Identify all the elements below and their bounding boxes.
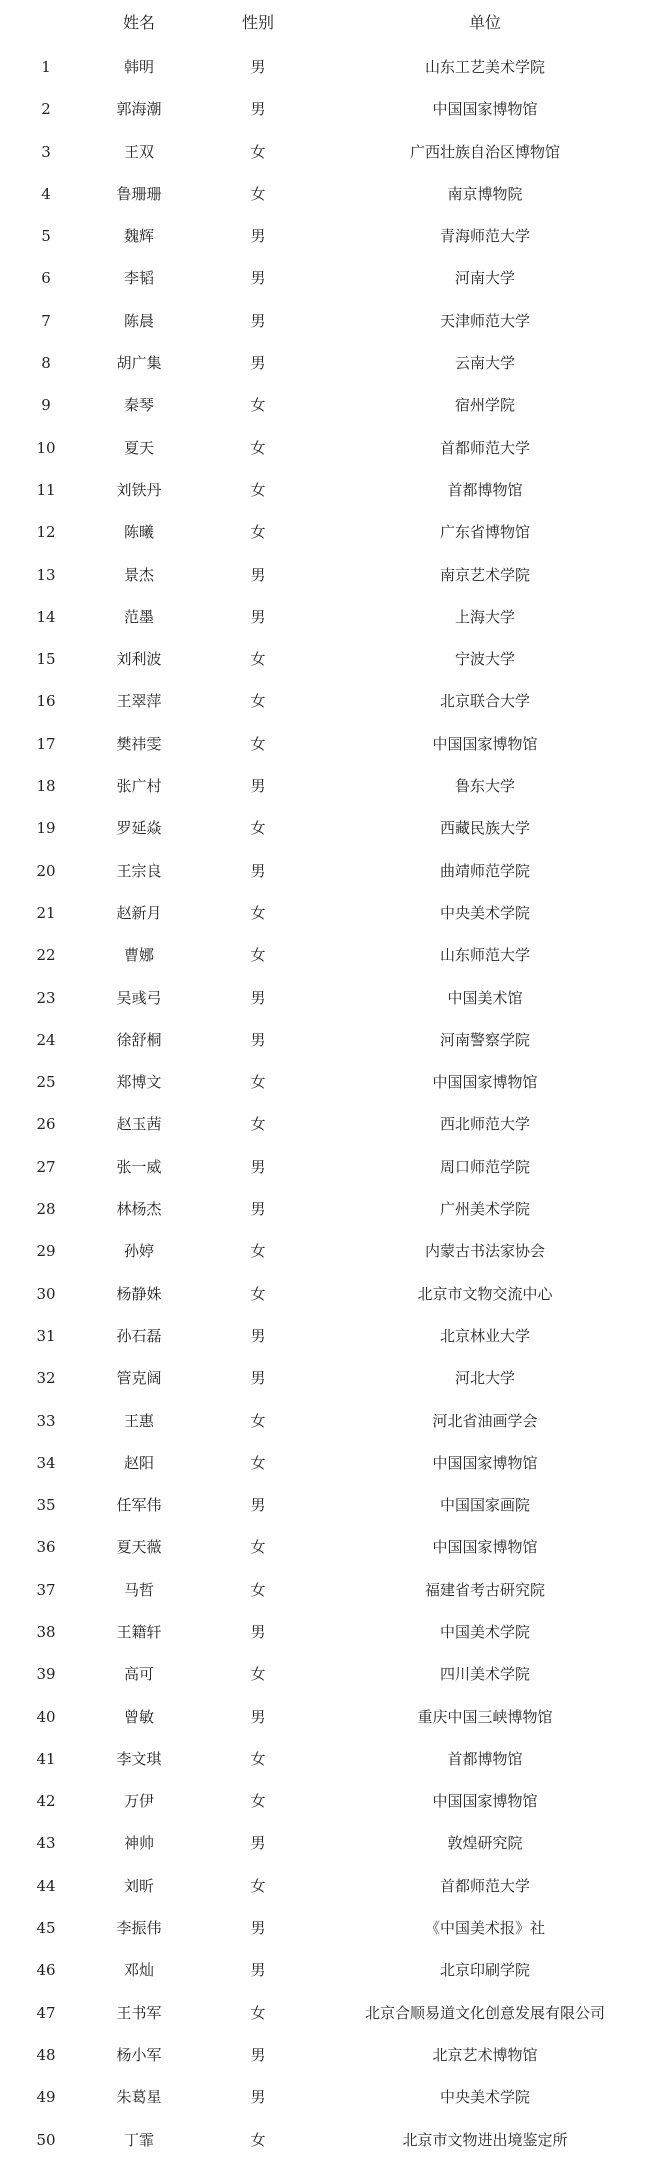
row-index: 50: [36, 2130, 56, 2149]
row-gender: 男: [250, 1496, 266, 1515]
row-name: 刘铁丹: [116, 480, 162, 499]
row-unit: 中国国家博物馆: [432, 1792, 538, 1811]
row-unit: 首都博物馆: [447, 480, 523, 499]
row-unit: 西藏民族大学: [439, 819, 530, 838]
row-unit: 河南警察学院: [439, 1030, 530, 1049]
row-unit: 敦煌研究院: [447, 1834, 523, 1853]
row-name: 曾敏: [123, 1707, 154, 1726]
table-row: [0, 257, 650, 299]
row-name: 王籍轩: [116, 1622, 162, 1641]
row-name: 王书军: [116, 2003, 162, 2022]
row-name: 郑博文: [116, 1073, 162, 1092]
table-row: [0, 384, 650, 426]
row-gender: 女: [250, 523, 266, 542]
table-row: [0, 1653, 650, 1695]
table-row: [0, 300, 650, 342]
row-name: 徐舒桐: [116, 1030, 162, 1049]
row-index: 23: [36, 988, 56, 1007]
row-index: 47: [36, 2003, 56, 2022]
row-gender: 女: [250, 903, 266, 922]
table-row: [0, 173, 650, 215]
row-gender: 女: [250, 1876, 266, 1895]
row-gender: 女: [250, 1580, 266, 1599]
row-unit: 南京艺术学院: [439, 565, 530, 584]
row-gender: 男: [250, 607, 266, 626]
table-row: [0, 1611, 650, 1653]
table-row: [0, 1188, 650, 1230]
row-index: 1: [41, 58, 51, 76]
table-row: [0, 2034, 650, 2076]
table-row: [0, 1103, 650, 1145]
row-name: 马哲: [123, 1580, 154, 1599]
table-row: [0, 1696, 650, 1738]
row-name: 丁霏: [123, 2130, 154, 2149]
row-index: 45: [36, 1919, 56, 1938]
row-gender: 男: [250, 988, 266, 1007]
row-name: 孙婷: [123, 1242, 154, 1261]
row-gender: 女: [250, 1242, 266, 1261]
row-name: 魏辉: [123, 227, 154, 246]
row-name: 鲁珊珊: [116, 184, 162, 203]
row-unit: 《中国美术报》社: [424, 1919, 545, 1938]
row-gender: 男: [250, 1919, 266, 1938]
row-name: 刘利波: [116, 650, 162, 669]
row-gender: 女: [250, 1749, 266, 1768]
table-row: [0, 638, 650, 680]
row-gender: 男: [250, 1961, 266, 1980]
row-unit: 西北师范大学: [439, 1115, 530, 1134]
table-row: [0, 131, 650, 173]
row-gender: 男: [250, 1707, 266, 1726]
row-index: 5: [41, 227, 51, 246]
row-name: 万伊: [123, 1792, 154, 1811]
row-unit: 上海大学: [454, 607, 515, 626]
row-index: 42: [36, 1792, 56, 1811]
table-row: [0, 1484, 650, 1526]
row-name: 曹娜: [123, 946, 154, 965]
row-name: 刘昕: [123, 1876, 154, 1895]
row-name: 樊祎雯: [116, 734, 162, 753]
row-unit: 内蒙古书法家协会: [424, 1242, 545, 1261]
row-unit: 广东省博物馆: [439, 523, 530, 542]
row-index: 10: [36, 438, 56, 457]
row-name: 秦琴: [123, 396, 154, 415]
table-row: [0, 680, 650, 722]
row-name: 孙石磊: [116, 1326, 162, 1345]
table-row: [0, 427, 650, 469]
row-index: 4: [41, 184, 51, 203]
row-gender: 男: [250, 861, 266, 880]
table-row: [0, 46, 650, 88]
row-gender: 女: [250, 692, 266, 711]
row-index: 36: [36, 1538, 56, 1557]
row-unit: 河北省油画学会: [432, 1411, 538, 1430]
row-unit: 中国国家博物馆: [432, 734, 538, 753]
row-gender: 男: [250, 1834, 266, 1853]
row-unit: 鲁东大学: [454, 777, 515, 796]
row-index: 9: [41, 396, 51, 415]
row-name: 韩明: [123, 58, 154, 76]
row-name: 管克阔: [116, 1369, 162, 1388]
table-row: [0, 1738, 650, 1780]
row-unit: 河北大学: [454, 1369, 515, 1388]
row-unit: 首都师范大学: [439, 438, 530, 457]
row-unit: 北京林业大学: [439, 1326, 530, 1345]
row-unit: 中央美术学院: [439, 903, 530, 922]
row-name: 杨静姝: [116, 1284, 162, 1303]
row-index: 17: [36, 734, 56, 753]
row-index: 18: [36, 777, 56, 796]
row-unit: 广州美术学院: [439, 1200, 530, 1219]
row-gender: 男: [250, 2088, 266, 2107]
row-gender: 男: [250, 565, 266, 584]
row-unit: 曲靖师范学院: [439, 861, 530, 880]
row-unit: 北京艺术博物馆: [432, 2045, 538, 2064]
row-unit: 山东师范大学: [439, 946, 530, 965]
table-row: [0, 342, 650, 384]
table-row: [0, 723, 650, 765]
row-name: 赵新月: [116, 903, 162, 922]
row-gender: 女: [250, 1538, 266, 1557]
row-index: 24: [36, 1030, 56, 1049]
row-index: 12: [36, 523, 56, 542]
row-gender: 男: [250, 1622, 266, 1641]
row-index: 20: [36, 861, 56, 880]
row-index: 3: [41, 142, 51, 161]
row-index: 21: [36, 903, 56, 922]
row-name: 王惠: [123, 1411, 154, 1430]
table-row: [0, 1230, 650, 1272]
row-unit: 广西壮族自治区博物馆: [409, 142, 560, 161]
row-name: 张广村: [116, 777, 162, 796]
row-gender: 男: [250, 269, 266, 288]
row-name: 陈曦: [123, 523, 154, 542]
row-index: 8: [41, 354, 51, 373]
table-row: [0, 807, 650, 849]
table-row: [0, 1273, 650, 1315]
row-name: 郭海潮: [116, 100, 162, 119]
table-row: [0, 1019, 650, 1061]
row-index: 49: [36, 2088, 56, 2107]
row-index: 27: [36, 1157, 56, 1176]
table-row: [0, 850, 650, 892]
row-name: 林杨杰: [116, 1200, 162, 1219]
row-unit: 四川美术学院: [439, 1665, 530, 1684]
row-gender: 男: [250, 354, 266, 373]
row-gender: 女: [250, 396, 266, 415]
row-name: 景杰: [123, 565, 154, 584]
row-unit: 中国国家博物馆: [432, 1538, 538, 1557]
table-row: [0, 1865, 650, 1907]
row-name: 李振伟: [116, 1919, 162, 1938]
row-unit: 北京合顺易道文化创意发展有限公司: [364, 2003, 605, 2022]
row-gender: 女: [250, 1792, 266, 1811]
table-body: [0, 46, 650, 2161]
row-gender: 女: [250, 142, 266, 161]
row-name: 李韬: [123, 269, 154, 288]
row-name: 陈晨: [123, 311, 154, 330]
row-index: 25: [36, 1073, 56, 1092]
table-row: [0, 1992, 650, 2034]
row-gender: 女: [250, 2003, 266, 2022]
row-unit: 福建省考古研究院: [424, 1580, 545, 1599]
row-gender: 女: [250, 1665, 266, 1684]
row-gender: 女: [250, 946, 266, 965]
row-unit: 云南大学: [454, 354, 515, 373]
row-unit: 重庆中国三峡博物馆: [417, 1707, 553, 1726]
table-row: [0, 1780, 650, 1822]
row-unit: 中国国家博物馆: [432, 100, 538, 119]
row-unit: 首都师范大学: [439, 1876, 530, 1895]
header-unit: 单位: [468, 13, 501, 32]
row-name: 邓灿: [123, 1961, 154, 1980]
row-index: 44: [36, 1876, 56, 1895]
row-name: 赵阳: [123, 1453, 154, 1472]
row-gender: 男: [250, 1326, 266, 1345]
row-unit: 北京市文物交流中心: [417, 1284, 553, 1303]
row-index: 40: [36, 1707, 56, 1726]
table-row: [0, 1315, 650, 1357]
row-unit: 中国美术馆: [447, 988, 523, 1007]
row-name: 王宗良: [116, 861, 162, 880]
row-index: 33: [36, 1411, 56, 1430]
row-unit: 首都博物馆: [447, 1749, 523, 1768]
table-row: [0, 977, 650, 1019]
row-index: 15: [36, 650, 56, 669]
row-name: 任军伟: [116, 1496, 162, 1515]
row-gender: 女: [250, 480, 266, 499]
table-row: [0, 2119, 650, 2161]
table-row: [0, 469, 650, 511]
row-index: 14: [36, 607, 56, 626]
row-gender: 女: [250, 1453, 266, 1472]
row-gender: 女: [250, 1284, 266, 1303]
row-gender: 男: [250, 777, 266, 796]
row-unit: 北京联合大学: [439, 692, 530, 711]
row-unit: 宿州学院: [454, 396, 515, 415]
row-index: 19: [36, 819, 56, 838]
row-gender: 男: [250, 1030, 266, 1049]
row-index: 22: [36, 946, 56, 965]
table-row: [0, 1949, 650, 1991]
table-row: [0, 596, 650, 638]
row-index: 6: [41, 269, 51, 288]
table-header: [0, 0, 650, 46]
row-gender: 女: [250, 1115, 266, 1134]
row-unit: 中国国家博物馆: [432, 1453, 538, 1472]
row-index: 31: [36, 1326, 56, 1345]
row-index: 13: [36, 565, 56, 584]
row-name: 李文琪: [116, 1749, 162, 1768]
row-gender: 男: [250, 1157, 266, 1176]
row-name: 朱葛星: [116, 2088, 162, 2107]
row-gender: 女: [250, 650, 266, 669]
table-row: [0, 511, 650, 553]
row-name: 胡广集: [116, 354, 162, 373]
table-row: [0, 88, 650, 130]
row-unit: 天津师范大学: [439, 311, 530, 330]
row-gender: 女: [250, 819, 266, 838]
row-gender: 男: [250, 1200, 266, 1219]
table-row: [0, 1907, 650, 1949]
row-index: 41: [36, 1749, 56, 1768]
row-gender: 女: [250, 734, 266, 753]
row-gender: 女: [250, 2130, 266, 2149]
row-index: 48: [36, 2045, 56, 2064]
row-name: 王双: [123, 142, 154, 161]
table-row: [0, 1146, 650, 1188]
row-unit: 宁波大学: [454, 650, 515, 669]
row-gender: 男: [250, 1369, 266, 1388]
row-name: 赵玉茜: [116, 1115, 162, 1134]
row-unit: 河南大学: [454, 269, 515, 288]
row-name: 夏天薇: [116, 1538, 162, 1557]
row-index: 34: [36, 1453, 56, 1472]
table-row: [0, 1061, 650, 1103]
row-gender: 男: [250, 227, 266, 246]
row-index: 43: [36, 1834, 56, 1853]
row-index: 46: [36, 1961, 56, 1980]
row-gender: 男: [250, 311, 266, 330]
row-gender: 男: [250, 100, 266, 119]
row-index: 37: [36, 1580, 56, 1599]
row-index: 2: [41, 100, 51, 119]
table-row: [0, 1442, 650, 1484]
row-unit: 北京印刷学院: [439, 1961, 530, 1980]
row-gender: 男: [250, 2045, 266, 2064]
row-unit: 山东工艺美术学院: [424, 58, 545, 76]
row-name: 范墨: [123, 607, 154, 626]
table-row: [0, 934, 650, 976]
row-gender: 女: [250, 1411, 266, 1430]
row-unit: 中国国家画院: [439, 1496, 530, 1515]
table-row: [0, 1400, 650, 1442]
row-index: 29: [36, 1242, 56, 1261]
row-unit: 中国美术学院: [439, 1622, 530, 1641]
row-unit: 周口师范学院: [439, 1157, 530, 1176]
table-row: [0, 1569, 650, 1611]
row-index: 35: [36, 1496, 56, 1515]
row-name: 王翠萍: [116, 692, 162, 711]
row-index: 16: [36, 692, 56, 711]
table-row: [0, 765, 650, 807]
table-row: [0, 554, 650, 596]
table-row: [0, 1822, 650, 1864]
table-row: [0, 892, 650, 934]
row-unit: 中国国家博物馆: [432, 1073, 538, 1092]
row-name: 吴彧弓: [116, 988, 162, 1007]
table-row: [0, 1526, 650, 1568]
row-index: 28: [36, 1200, 56, 1219]
row-unit: 青海师范大学: [439, 227, 530, 246]
row-index: 32: [36, 1369, 56, 1388]
row-index: 26: [36, 1115, 56, 1134]
row-gender: 女: [250, 1073, 266, 1092]
row-index: 39: [36, 1665, 56, 1684]
table-row: [0, 1357, 650, 1399]
row-index: 30: [36, 1284, 56, 1303]
row-gender: 女: [250, 184, 266, 203]
table-row: [0, 2076, 650, 2118]
row-unit: 北京市文物进出境鉴定所: [402, 2130, 568, 2149]
row-unit: 中央美术学院: [439, 2088, 530, 2107]
row-index: 38: [36, 1622, 56, 1641]
header-gender: 性别: [241, 13, 274, 32]
row-name: 罗延焱: [116, 819, 162, 838]
row-index: 11: [36, 480, 56, 499]
row-gender: 男: [250, 58, 266, 76]
row-name: 杨小军: [116, 2045, 162, 2064]
table-row: [0, 215, 650, 257]
row-unit: 南京博物院: [447, 184, 523, 203]
row-name: 神帅: [123, 1834, 154, 1853]
header-name: 姓名: [122, 13, 155, 32]
row-name: 高可: [123, 1665, 154, 1684]
row-name: 张一威: [116, 1157, 162, 1176]
row-gender: 女: [250, 438, 266, 457]
row-index: 7: [41, 311, 51, 330]
row-name: 夏天: [123, 438, 154, 457]
